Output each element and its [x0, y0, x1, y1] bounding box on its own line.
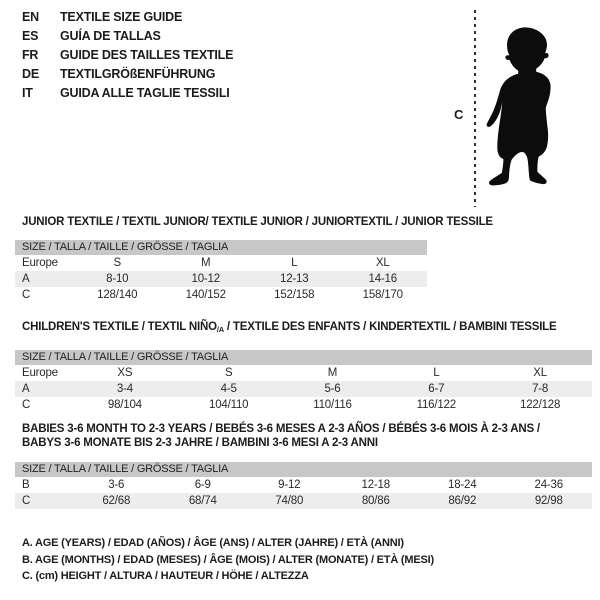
size-cell: S — [113, 257, 121, 269]
row-label: A — [22, 383, 30, 395]
table-row — [15, 397, 592, 413]
junior-textile-section — [15, 215, 493, 303]
size-cell: 4-5 — [220, 383, 237, 395]
row-label: A — [22, 273, 30, 285]
size-cell: 158/170 — [362, 289, 403, 301]
table-row — [15, 477, 592, 493]
row-label: B — [22, 479, 30, 491]
height-measure-label: C — [454, 107, 464, 122]
language-code: DE — [22, 67, 39, 81]
size-cell: 104/110 — [209, 399, 249, 411]
table-row — [15, 271, 427, 287]
size-cell: 14-16 — [368, 273, 397, 285]
table-row — [15, 365, 592, 381]
size-cell: 128/140 — [97, 289, 138, 301]
size-cell: XL — [375, 257, 390, 269]
size-cell: M — [327, 367, 338, 379]
table-title-subscript: /A — [216, 325, 224, 334]
size-cell: 6-9 — [194, 479, 211, 491]
size-cell: 110/116 — [313, 399, 352, 411]
size-cell: 10-12 — [191, 273, 220, 285]
size-cell: 74/80 — [275, 495, 304, 507]
size-cell: 7-8 — [532, 383, 549, 395]
size-cell: 152/158 — [274, 289, 315, 301]
language-row — [22, 46, 233, 65]
size-cell: L — [433, 367, 440, 379]
table-title-text: CHILDREN'S TEXTILE / TEXTIL NIÑO — [22, 321, 217, 333]
guide-title: TEXTILGRÖßENFÜHRUNG — [60, 67, 216, 81]
size-header-bar: SIZE / TALLA / TAILLE / GRÖSSE / TAGLIA — [15, 462, 592, 477]
language-code: EN — [22, 10, 39, 24]
table-row — [15, 493, 592, 509]
table-row — [15, 255, 427, 271]
note-line: A. AGE (YEARS) / EDAD (AÑOS) / ÂGE (ANS) / ALTER (JAHRE) / ETÀ (ANNI) — [22, 537, 404, 549]
size-cell: XL — [533, 367, 547, 379]
height-measure-figure — [440, 5, 600, 210]
height-dotted-line-icon — [474, 10, 476, 207]
table-title-text: / TEXTILE DES ENFANTS / KINDERTEXTIL / BAMBINI TESSILE — [223, 321, 557, 333]
size-header-bar: SIZE / TALLA / TAILLE / GRÖSSE / TAGLIA — [15, 350, 592, 365]
size-cell: S — [224, 367, 233, 379]
size-cell: 80/86 — [361, 495, 390, 507]
children-textile-section — [15, 320, 592, 413]
size-cell: 3-4 — [116, 383, 133, 395]
language-code: ES — [22, 29, 39, 43]
guide-title: GUIDE DES TAILLES TEXTILE — [60, 48, 234, 62]
table-row — [15, 287, 427, 303]
table-title — [15, 320, 592, 337]
size-cell: 6-7 — [428, 383, 445, 395]
size-cell: 140/152 — [185, 289, 226, 301]
size-cell: M — [201, 257, 211, 269]
size-cell: 5-6 — [324, 383, 341, 395]
junior-size-table — [15, 240, 427, 303]
children-size-table — [15, 350, 592, 413]
size-cell: 18-24 — [448, 479, 477, 491]
size-cell: 9-12 — [278, 479, 301, 491]
row-label: Europe — [22, 367, 58, 379]
note-line: B. AGE (MONTHS) / EDAD (MESES) / ÂGE (MOIS) / ALTER (MONATE) / ETÀ (MESI) — [22, 553, 434, 566]
language-row — [22, 84, 233, 103]
size-cell: 116/122 — [416, 399, 456, 411]
table-title: JUNIOR TEXTILE / TEXTIL JUNIOR/ TEXTILE JUNIOR / JUNIORTEXTIL / JUNIOR TESSILE — [22, 216, 493, 228]
row-label: C — [22, 289, 31, 301]
size-cell: 122/128 — [520, 399, 561, 411]
legend-notes — [22, 535, 434, 585]
size-cell: 8-10 — [106, 273, 129, 285]
language-code: IT — [22, 86, 33, 100]
size-cell: L — [291, 257, 298, 269]
row-label: C — [22, 399, 31, 411]
guide-title: GUÍA DE TALLAS — [60, 29, 161, 43]
guide-title: TEXTILE SIZE GUIDE — [60, 10, 183, 24]
table-row — [15, 381, 592, 397]
baby-toddler-silhouette-icon — [479, 9, 575, 209]
table-title: BABIES 3-6 MONTH TO 2-3 YEARS / BEBÉS 3-6 MESES A 2-3 AÑOS / BÉBÉS 3-6 MOIS À 2-3 ANS / — [22, 423, 540, 435]
size-cell: 3-6 — [108, 479, 125, 491]
size-cell: 12-18 — [361, 479, 390, 491]
size-cell: 98/104 — [107, 399, 142, 411]
language-row — [22, 8, 233, 27]
language-code: FR — [22, 48, 39, 62]
language-guide-list — [22, 8, 233, 103]
babies-textile-section — [15, 422, 592, 509]
size-cell: 62/68 — [102, 495, 131, 507]
size-header-bar: SIZE / TALLA / TAILLE / GRÖSSE / TAGLIA — [15, 240, 427, 255]
language-row — [22, 27, 233, 46]
row-label: Europe — [22, 257, 58, 269]
size-cell: XS — [117, 367, 133, 379]
size-cell: 86/92 — [448, 495, 477, 507]
size-cell: 68/74 — [188, 495, 217, 507]
size-cell: 92/98 — [534, 495, 563, 507]
size-cell: 12-13 — [280, 273, 309, 285]
language-row — [22, 65, 233, 84]
table-title: BABYS 3-6 MONATE BIS 2-3 JAHRE / BAMBINI 3-6 MESI A 2-3 ANNI — [22, 437, 378, 449]
note-line: C. (cm) HEIGHT / ALTURA / HAUTEUR / HÖHE / ALTEZZA — [22, 570, 309, 582]
guide-title: GUIDA ALLE TAGLIE TESSILI — [60, 86, 230, 100]
babies-size-table — [15, 462, 592, 509]
row-label: C — [22, 495, 31, 507]
size-cell: 24-36 — [534, 479, 563, 491]
